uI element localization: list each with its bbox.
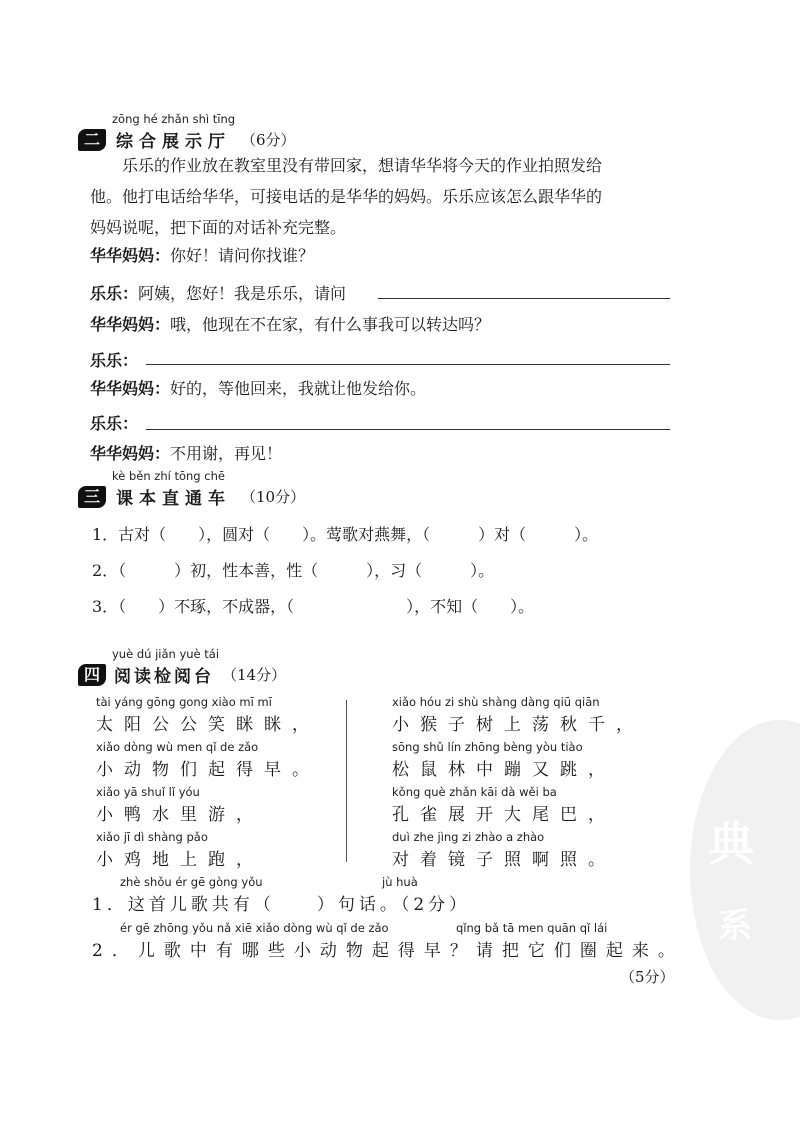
poem-pinyin: xiǎo hóu zi shù shàng dàng qiū qiān [392, 695, 600, 709]
fill-blank-question: 3．（ ）不琢，不成器，（ ），不知（ ）。 [92, 597, 535, 616]
question-1-pinyin: jù huà [382, 875, 418, 889]
section-4-points: （14分） [222, 666, 287, 684]
question-1-pinyin: zhè shǒu ér gē gòng yǒu [120, 875, 263, 889]
section-2-badge: 二 [78, 129, 106, 151]
dialog-line [90, 243, 314, 266]
speaker-label: 乐乐： [90, 351, 139, 370]
section-2-paragraph-line: 妈妈说呢，把下面的对话补充完整。 [90, 218, 347, 237]
question-2-points: （5分） [620, 968, 675, 986]
speaker-label: 华华妈妈： [90, 444, 171, 463]
poem-pinyin: xiǎo jī dì shàng pǎo [96, 830, 208, 844]
section-2-points: （6分） [241, 131, 296, 149]
speaker-label: 乐乐： [90, 414, 139, 433]
answer-blank[interactable] [146, 364, 670, 365]
poem-line: 小动物们起得早。 [96, 760, 320, 780]
question-1: 1．这首儿歌共有（ ）句话。（2分） [92, 895, 471, 915]
dialog-line [90, 411, 138, 434]
speaker-label: 华华妈妈： [90, 379, 171, 398]
poem-line: 松鼠林中蹦又跳， [392, 760, 616, 780]
section-2-pinyin: zōng hé zhǎn shì tīng [112, 112, 236, 126]
answer-blank[interactable] [378, 298, 670, 299]
poem-pinyin: xiǎo yā shuǐ lǐ yóu [96, 785, 200, 799]
section-3-badge: 三 [78, 486, 106, 508]
poem-pinyin: tài yáng gōng gong xiào mī mī [96, 695, 272, 709]
answer-blank[interactable] [146, 429, 670, 430]
dialog-line [90, 376, 426, 399]
section-2-paragraph-line: 他。他打电话给华华，可接电话的是华华的妈妈。乐乐应该怎么跟华华的 [90, 187, 603, 206]
fill-blank-question: 2．（ ）初，性本善，性（ ），习（ ）。 [92, 561, 495, 580]
section-3-title: 课本直通车 [116, 489, 232, 509]
poem-line: 太阳公公笑眯眯， [96, 715, 320, 735]
dialog-line [90, 312, 490, 335]
watermark-char: 系 [718, 906, 752, 946]
dialog-text: 哦，他现在不在家，有什么事我可以转达吗？ [170, 315, 491, 334]
section-4-title: 阅读检阅台 [114, 667, 215, 687]
poem-line: 孔雀展开大尾巴， [392, 805, 616, 825]
poem-line: 小鸡地上跑， [96, 850, 264, 870]
dialog-line [90, 348, 138, 371]
section-2-header [78, 127, 296, 152]
fill-blank-question: 1．古对（ ），圆对（ ）。莺歌对燕舞，（ ）对（ ）。 [92, 525, 599, 544]
section-3-header [78, 484, 305, 509]
poem-line: 小猴子树上荡秋千， [392, 715, 644, 735]
poem-pinyin: duì zhe jìng zi zhào a zhào [392, 830, 545, 844]
poem-pinyin: xiǎo dòng wù men qǐ de zǎo [96, 740, 259, 754]
section-2-title: 综合展示厅 [116, 132, 232, 152]
dialog-text: 不用谢，再见！ [170, 444, 283, 463]
dialog-line [90, 441, 282, 464]
section-3-points: （10分） [241, 488, 306, 506]
poem-line: 小鸭水里游， [96, 805, 264, 825]
section-2-paragraph-line: 乐乐的作业放在教室里没有带回家，想请华华将今天的作业拍照发给 [122, 156, 603, 175]
section-4-pinyin: yuè dú jiǎn yuè tái [112, 647, 220, 661]
poem-pinyin: sōng shǔ lín zhōng bèng yòu tiào [392, 740, 583, 754]
speaker-label: 华华妈妈： [90, 246, 171, 265]
dialog-line [90, 281, 346, 304]
section-3-pinyin: kè běn zhí tōng chē [112, 469, 225, 483]
dialog-text: 好的，等他回来，我就让他发给你。 [170, 379, 427, 398]
watermark-char: 典 [708, 817, 754, 871]
section-4-badge: 四 [78, 664, 106, 686]
poem-pinyin: kǒng què zhǎn kāi dà wěi ba [392, 785, 557, 799]
poem-line: 对着镜子照啊照。 [392, 850, 616, 870]
question-2: 2．儿歌中有哪些小动物起得早？请把它们圈起来。 [92, 941, 684, 961]
speaker-label: 乐乐： [90, 284, 139, 303]
dialog-text: 你好！请问你找谁？ [170, 246, 315, 265]
question-2-pinyin: qǐng bǎ tā men quān qǐ lái [456, 921, 608, 935]
question-2-pinyin: ér gē zhōng yǒu nǎ xiē xiǎo dòng wù qǐ de zǎo [120, 921, 389, 935]
speaker-label: 华华妈妈： [90, 315, 171, 334]
dialog-text: 阿姨，您好！我是乐乐，请问 [138, 284, 347, 303]
section-4-header [78, 662, 286, 687]
poem-column-divider [346, 700, 347, 862]
